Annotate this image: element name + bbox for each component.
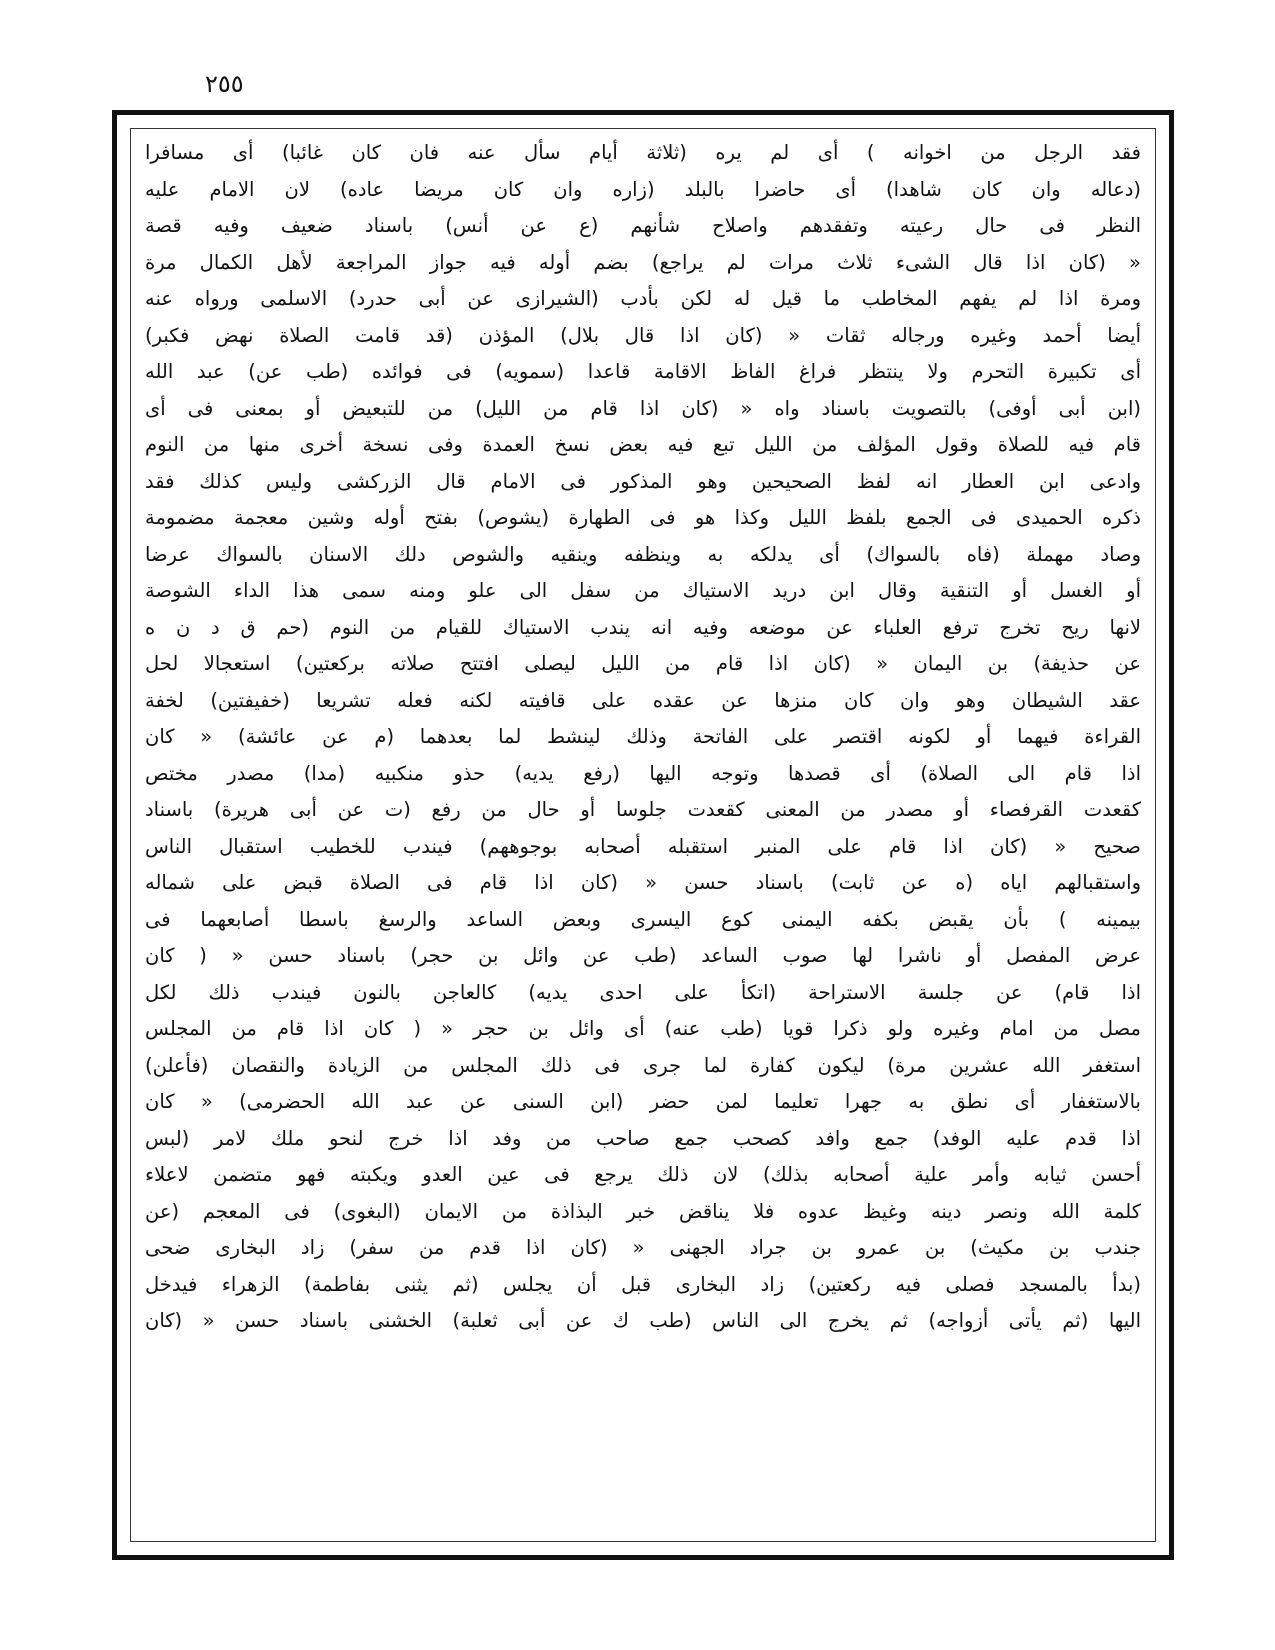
text-line: ذكره الحميدى فى الجمع بلفظ الليل وكذا هو فى الطهارة (يشوص) بفتح أوله وشين معجمة مضمومة (145, 506, 1141, 529)
text-body (145, 135, 1141, 1340)
text-line: كلمة الله ونصر دينه وغيظ عدوه فلا يناقض خبر البذاذة من الايمان (البغوى) فى المعجم (عن (145, 1199, 1141, 1223)
text-line: اذا قام الى الصلاة) أى قصدها وتوجه اليها (رفع يديه) حذو منكبيه (مدا) مصدر مختص (145, 761, 1141, 785)
text-line: بيمينه ) بأن يقبض بكفه اليمنى كوع اليسرى وبعض الساعد والرسغ باسطا أصابعهما فى (145, 907, 1141, 931)
text-line: لانها ريح تخرج ترفع العلباء عن موضعه وفيه انه يندب الاستياك للقيام من النوم (حم ق د ن ه (145, 615, 1141, 639)
text-line: اليها (ثم يأتى أزواجه) ثم يخرج الى الناس (طب ك عن أبى ثعلبة) الخشنى باسناد حسن « (كان (145, 1309, 1141, 1332)
text-line: أو الغسل أو التنقية وقال ابن دريد الاستياك من سفل الى علو ومنه سمى هذا الداء الشوصة (145, 579, 1141, 602)
text-line: واستقبالهم اياه (ه عن ثابت) باسناد حسن « (كان اذا قام فى الصلاة قبض على شماله (145, 871, 1141, 894)
page-number: ٢٥٥ (205, 70, 244, 98)
text-line: مصل من امام وغيره ولو ذكرا قويا (طب عنه) أى وائل بن حجر « ( كان اذا قام من المجلس (145, 1017, 1141, 1040)
text-line: وصاد مهملة (فاه بالسواك) أى يدلكه به وينظفه وينقيه والشوص دلك الاسنان بالسواك عرضا (145, 542, 1141, 566)
page-frame-inner (130, 128, 1156, 1542)
text-line: صحيح « (كان اذا قام على المنبر استقبله أصحابه بوجوههم) فيندب للخطيب استقبال الناس (145, 834, 1141, 858)
text-line: (ابن أبى أوفى) بالتصويت باسناد واه « (كان اذا قام من الليل) من للتبعيض أو بمعنى فى أى (145, 396, 1141, 420)
text-line: اذا قدم عليه الوفد) جمع وافد كصحب جمع صاحب من وفد اذا خرج لنحو ملك لامر (لبس (145, 1126, 1141, 1150)
text-line: قام فيه للصلاة وقول المؤلف من الليل تبع فيه بعض نسخ العمدة وفى نسخة أخرى منها من النوم (145, 433, 1141, 456)
text-line: عقد الشيطان وهو وان كان منزها عن عقده على قافيته لكنه فعله تشريعا (خفيفتين) لخفة (145, 688, 1141, 712)
text-line: القراءة فيهما أو لكونه اقتصر على الفاتحة وذلك لينشط لما بعدهما (م عن عائشة) « كان (145, 725, 1141, 748)
text-line: فقد الرجل من اخوانه ) أى لم يره (ثلاثة أيام سأل عنه فان كان غائبا) أى مسافرا (145, 141, 1141, 164)
text-line: وادعى ابن العطار انه لفظ الصحيحين وهو المذكور فى الامام قال الزركشى وليس كذلك فقد (145, 469, 1141, 493)
text-line: أى تكبيرة التحرم ولا ينتظر فراغ الفاظ الاقامة قاعدا (سمويه) فى فوائده (طب عن) عبد الله (145, 360, 1141, 383)
text-line: استغفر الله عشرين مرة) ليكون كفارة لما جرى فى ذلك المجلس من الزيادة والنقصان (فأعلن) (145, 1053, 1141, 1077)
text-line: أيضا أحمد وغيره ورجاله ثقات « (كان اذا قال بلال) المؤذن (قد قامت الصلاة نهض فكبر) (145, 323, 1141, 347)
text-line: جندب بن مكيث) بن عمرو بن جراد الجهنى « (كان اذا قدم من سفر) زاد البخارى ضحى (145, 1236, 1141, 1259)
text-line: (بدأ بالمسجد فصلى فيه ركعتين) زاد البخارى قبل أن يجلس (ثم يثنى بفاطمة) الزهراء فيدخل (145, 1272, 1141, 1296)
text-line: « (كان اذا قال الشىء ثلاث مرات لم يراجع) بضم أوله فيه جواز المراجعة لأهل الكمال مرة (145, 250, 1141, 274)
text-line: أحسن ثيابه وأمر علية أصحابه بذلك) لان ذلك يرجع فى عين العدو ويكبته فهو متضمن لاعلاء (145, 1163, 1141, 1186)
text-line: (دعاله وان كان شاهدا) أى حاضرا بالبلد (زاره وان كان مريضا عاده) لان الامام عليه (145, 177, 1141, 201)
text-line: النظر فى حال رعيته وتفقدهم واصلاح شأنهم (ع عن أنس) باسناد ضعيف وفيه قصة (145, 214, 1141, 237)
text-line: عن حذيفة) بن اليمان « (كان اذا قام من الليل ليصلى افتتح صلاته بركعتين) استعجالا لحل (145, 652, 1141, 675)
text-line: ومرة اذا لم يفهم المخاطب ما قيل له لكن بأدب (الشيرازى عن أبى حدرد) الاسلمى ورواه عنه (145, 287, 1141, 310)
text-line: كقعدت القرفصاء أو مصدر من المعنى كقعدت جلوسا أو حال من رفع (ت عن أبى هريرة) باسناد (145, 798, 1141, 821)
text-line: بالاستغفار أى نطق به جهرا تعليما لمن حضر (ابن السنى عن عبد الله الحضرمى) « كان (145, 1090, 1141, 1113)
text-line: اذا قام) عن جلسة الاستراحة (اتكأ على احدى يديه) كالعاجن بالنون فيندب ذلك لكل (145, 980, 1141, 1004)
text-line: عرض المفصل أو ناشرا لها صوب الساعد (طب عن وائل بن حجر) باسناد حسن « ( كان (145, 944, 1141, 967)
